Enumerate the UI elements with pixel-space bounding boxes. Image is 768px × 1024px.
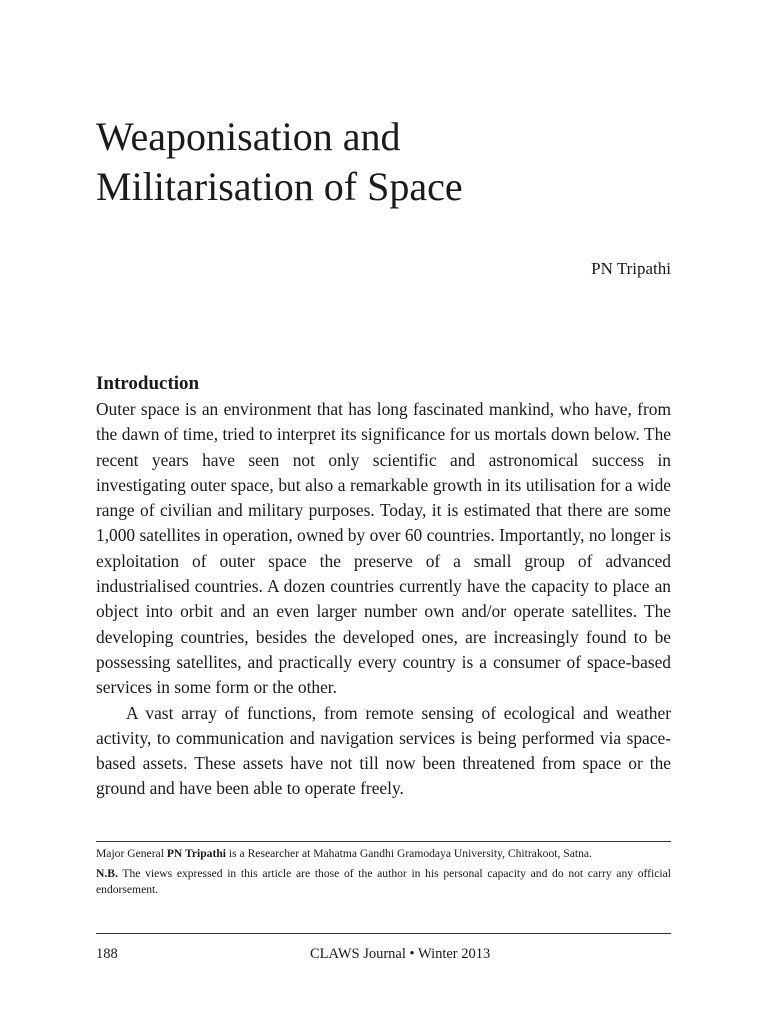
disclaimer-footnote [96,866,671,898]
author-footnote-rest: is a Researcher at Mahatma Gandhi Gramodaya University, Chitrakoot, Satna. [226,847,592,860]
author-footnote [96,846,671,862]
article-body [96,397,671,802]
footer-divider [96,933,671,934]
nb-label: N.B. [96,867,118,880]
page-footer [96,944,671,964]
section-heading: Introduction [96,373,200,394]
footnotes [96,846,671,902]
author-footnote-name: PN Tripathi [166,847,226,860]
author-footnote-prefix: Major General [96,847,167,860]
running-footer: CLAWS Journal • Winter 2013 [310,946,491,962]
article-author: PN Tripathi [591,259,671,278]
nb-text: The views expressed in this article are those of the author in his personal capacity and do not carry any official endorsement. [96,867,671,896]
article-title [96,112,671,212]
footnote-divider [96,841,671,842]
article-title-line-2: Militarisation of Space [96,164,463,209]
body-paragraph-1: Outer space is an environment that has long fascinated mankind, who have, from the dawn of time, tried to interpret its significance for us mortals down below. The recent years have seen not only scientific and astronomical success in investigating outer space, but also a remarkable growth in its utilisation for a wide range of civilian and military purposes. Today, it is estimated that there are some 1,000 satellites in operation, owned by over 60 countries. Importantly, no longer is exploitation of outer space the preserve of a small group of advanced industrialised countries. A dozen countries currently have the capacity to place an object into orbit and an even larger number own and/or operate satellites. The developing countries, besides the developed ones, are increasingly found to be possessing satellites, and practically every country is a consumer of space-based services in some form or the other. [96,399,671,698]
article-title-line-1: Weaponisation and [96,114,401,159]
body-paragraph-2: A vast array of functions, from remote sensing of ecological and weather activity, to communication and navigation services is being performed via space-based assets. These assets have not till now been threatened from space or the ground and have been able to operate freely. [96,702,671,799]
journal-page [96,0,671,1024]
page-number: 188 [96,946,118,962]
